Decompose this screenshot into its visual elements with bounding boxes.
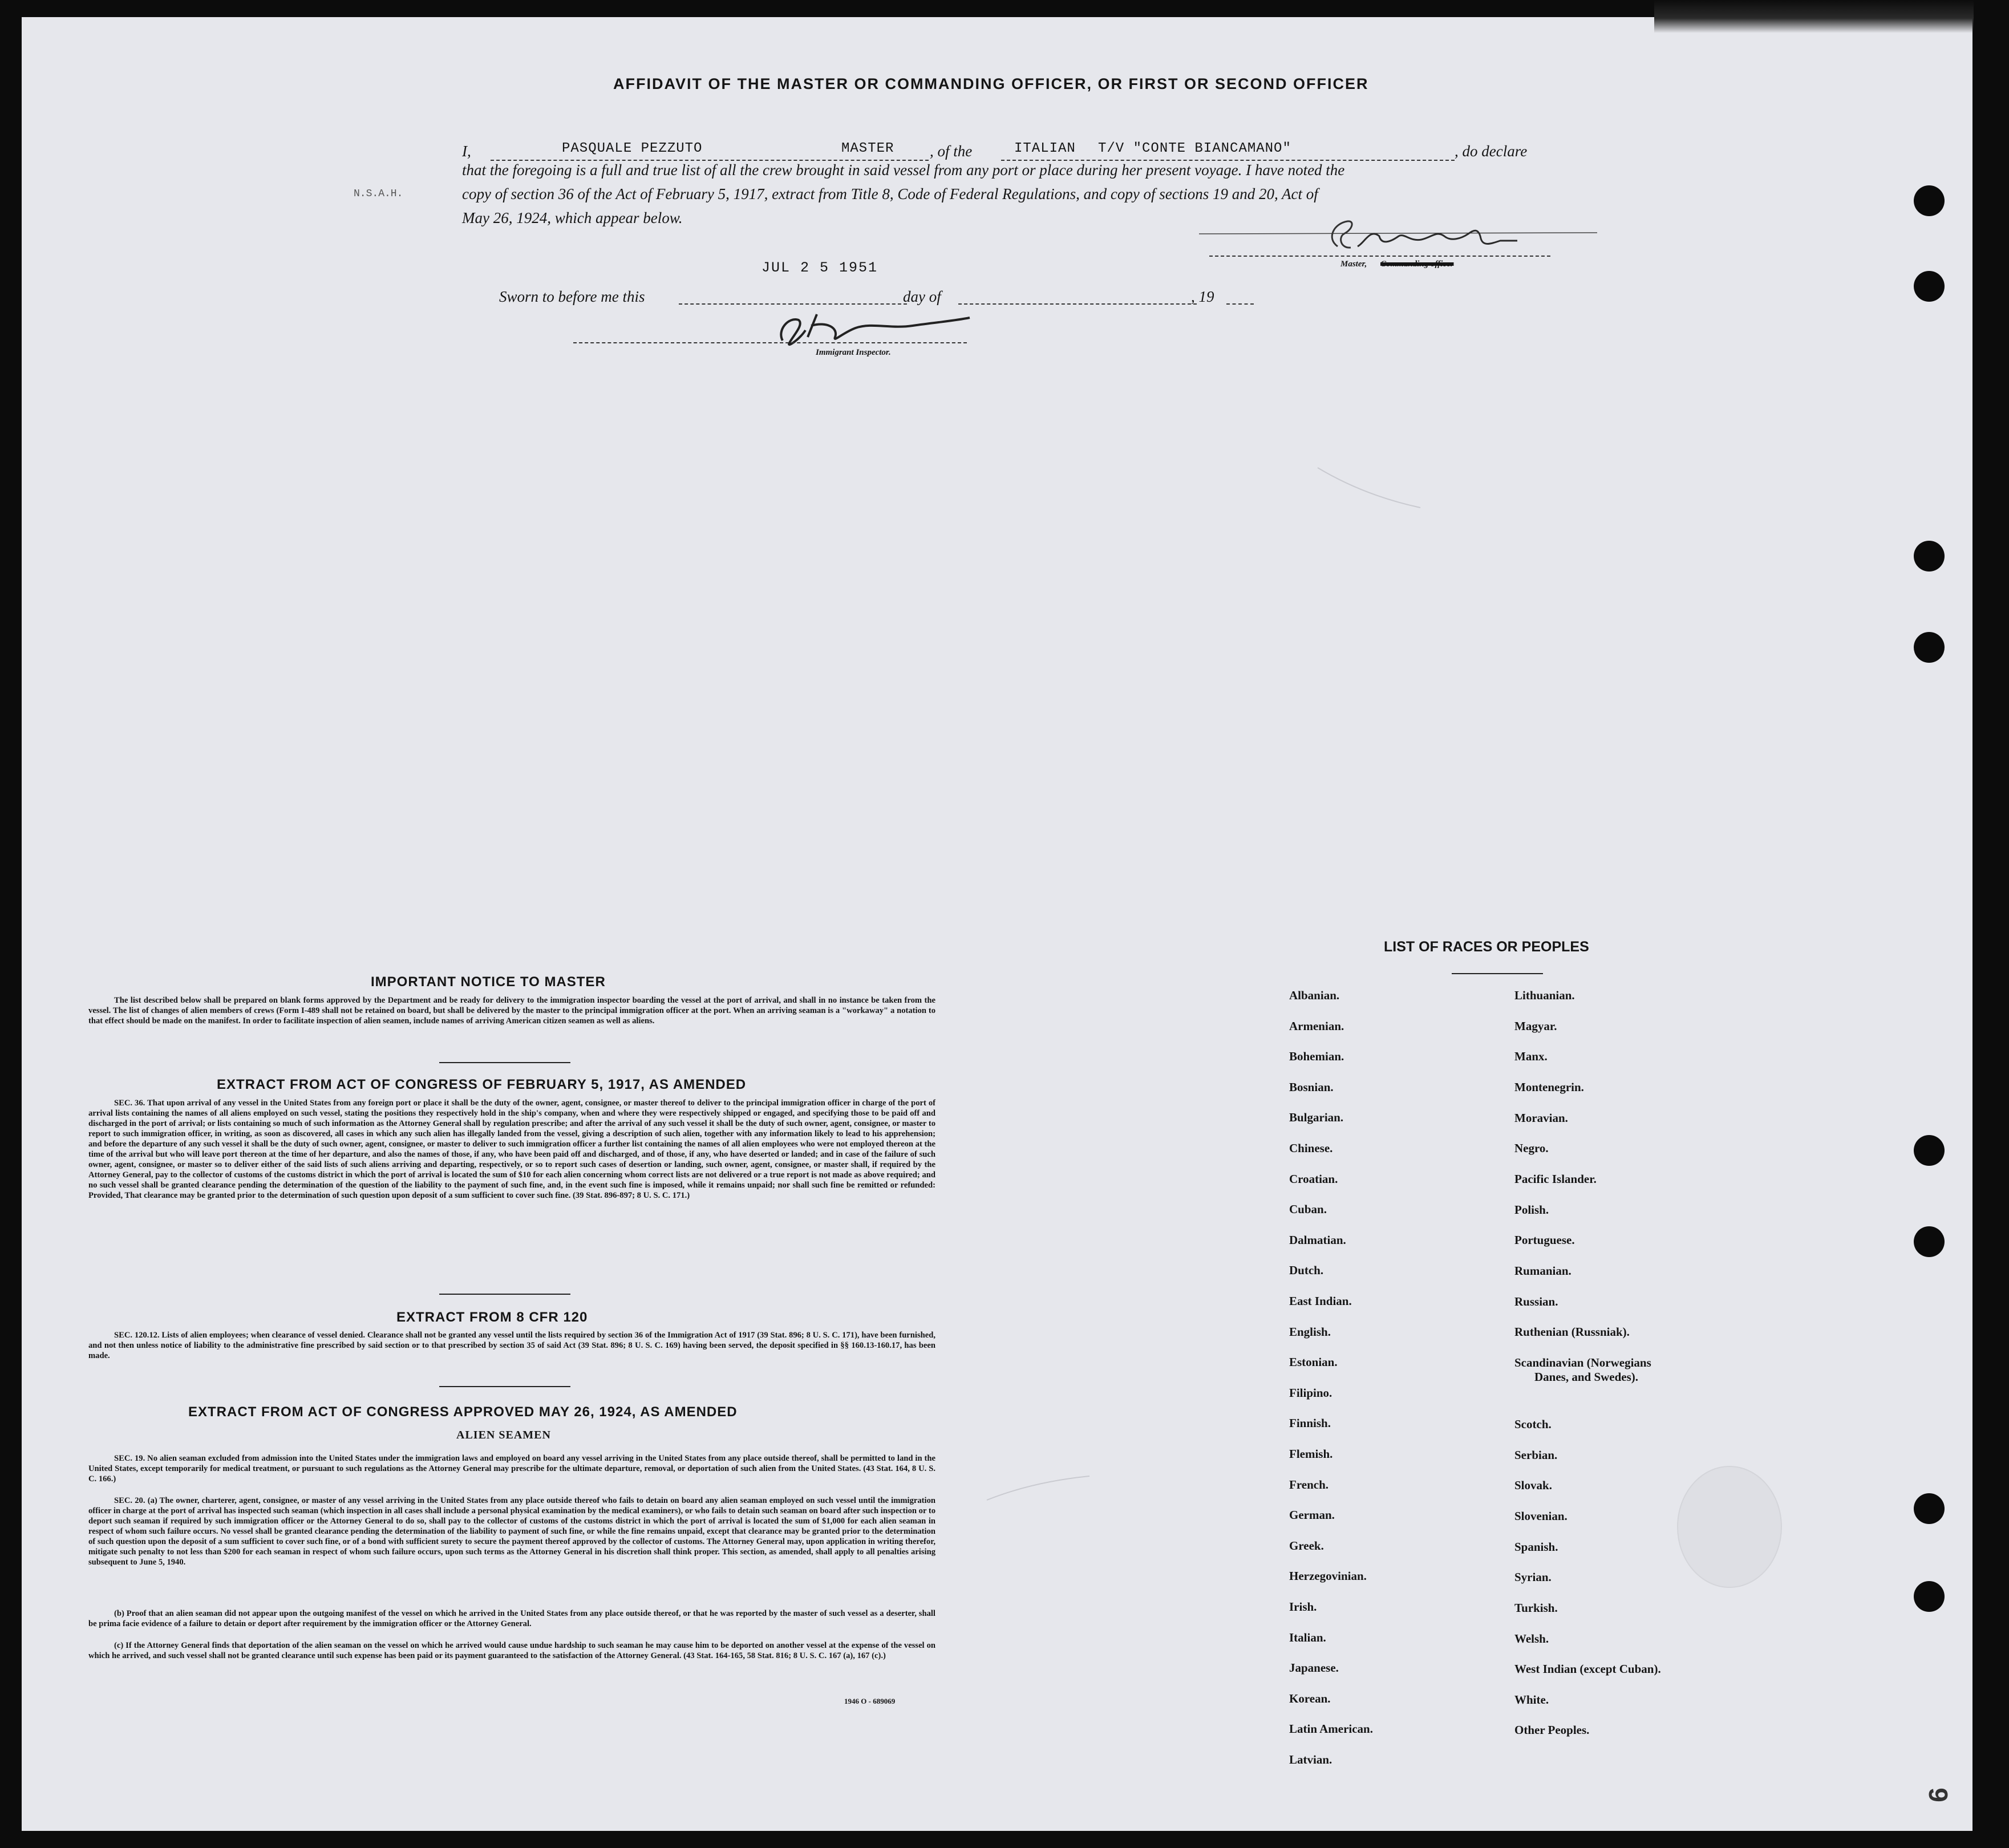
extract-1924-sec20b: (b) Proof that an alien seaman did not appear upon the outgoing manifest of the vessel on which he arrived in the United States from any place outside thereof, or that he was reported by the master of such vessel as a deserter, shall be prima facie evidence of a failure to detain or deport after requirement by the immigration officer or the Attorney General. bbox=[88, 1609, 935, 1628]
inspector-blank bbox=[573, 342, 967, 343]
affidavit-i-label: I, bbox=[462, 143, 471, 160]
sworn-month-blank bbox=[958, 303, 1197, 305]
race-item: Herzegovinian. bbox=[1289, 1569, 1367, 1583]
race-item: Cuban. bbox=[1289, 1202, 1327, 1217]
punch-hole bbox=[1914, 1581, 1945, 1612]
extract-1917-text: SEC. 36. That upon arrival of any vessel in the United States from any foreign port or place it shall be the duty of the owner, agent, consignee, or master thereof to deliver to the principal immigration officer in charge of the port of arrival lists containing the names of all aliens employed on such vessel, stating the positions they respectively hold in the ship's company, when and where they were respectively shipped or engaged, and specifying those to be paid off and discharged in the port of arrival; or lists containing so much of such information as the Attorney General shall by regulation prescribe; and after the arrival of any such vessel it shall be the duty of such owner, agent, consignee, or master to report to such immigration officer, in writing, as soon as discovered, all cases in which any such alien has illegally landed from the vessel, giving a description of such alien, together with any information likely to lead to his apprehension; and before the departure of any such vessel it shall be the duty of such owner, agent, consignee, or master to deliver to such immigration officer a further list containing the names of all alien employees who were not employed thereon at the time of the arrival but who will leave port thereon at the time of her departure, and also the names of those, if any, who have been paid off and discharged, and of those, if any, who have deserted or landed; and in case of the failure of such owner, agent, consignee, or master so to deliver either of the said lists of such aliens arriving and departing, respectively, or so to report such cases of desertion or landing, such owner, agent, consignee, or master shall, if required by the Attorney General, pay to the collector of customs of the customs district in which the port of arrival is located the sum of $10 for each alien concerning whom correct lists are not delivered or a true report is not made as above required; and no such vessel shall be granted clearance pending the determination of the question of the liability to the payment of such fine, and, in the event such fine is imposed, while it remains unpaid; nor shall such fine be remitted or refunded: Provided, That clearance may be granted prior to the determination of such question upon deposit of a sum sufficient to cover such fine. (39 Stat. 896-897; 8 U. S. C. 171.) bbox=[88, 1099, 935, 1200]
sworn-day-blank bbox=[679, 303, 907, 305]
race-item: Turkish. bbox=[1514, 1601, 1558, 1615]
race-item: Bohemian. bbox=[1289, 1049, 1344, 1064]
extract-cfr-text: SEC. 120.12. Lists of alien employees; when clearance of vessel denied. Clearance shall not be granted any vessel until the lists required by section 36 of the Immigration Act of 1917 (39 Stat. 896; 8 U. S. C. 171), have been furnished, and not then unless notice of liability to the administrative fine prescribed by said section or to that prescribed by section 35 of said Act (39 Stat. 896; 8 U. S. C. 169) having been served, the deposit specified in §§ 160.13-160.17, has been made. bbox=[88, 1331, 935, 1360]
affidavit-body-line-2: copy of section 36 of the Act of February 5, 1917, extract from Title 8, Code of Federal Regulations, and copy of sections 19 and 20, Act of bbox=[462, 185, 1318, 202]
vessel-nationality: ITALIAN bbox=[1014, 141, 1076, 156]
race-item: French. bbox=[1289, 1477, 1329, 1492]
page-number: 9 bbox=[1923, 1788, 1953, 1802]
affidavit-title: AFFIDAVIT OF THE MASTER OR COMMANDING OFFICER, OR FIRST OR SECOND OFFICER bbox=[613, 75, 1369, 92]
extract-1924-sec19: SEC. 19. No alien seaman excluded from admission into the United States under the immigration laws and employed on board any vessel arriving in the United States from any place outside thereof, shall be permitted to land in the United States, except temporarily for medical treatment, or pursuant to such regulations as the Attorney General may prescribe for the ultimate departure, removal, or deportation of such alien from the United States. (43 Stat. 164, 8 U. S. C. 166.) bbox=[88, 1454, 935, 1484]
race-item: Negro. bbox=[1514, 1141, 1549, 1155]
races-divider bbox=[1452, 973, 1543, 974]
inspector-signature bbox=[776, 305, 981, 351]
race-item: Spanish. bbox=[1514, 1540, 1558, 1554]
race-item: East Indian. bbox=[1289, 1294, 1352, 1308]
paper-mark bbox=[1312, 456, 1426, 513]
race-item: Italian. bbox=[1289, 1630, 1326, 1644]
race-item: Slovak. bbox=[1514, 1478, 1552, 1492]
master-rank: MASTER bbox=[841, 141, 894, 156]
race-item: Magyar. bbox=[1514, 1019, 1557, 1033]
paper-mark bbox=[981, 1472, 1095, 1506]
section-divider bbox=[439, 1294, 570, 1295]
race-item: Russian. bbox=[1514, 1295, 1558, 1308]
race-item: German. bbox=[1289, 1508, 1335, 1522]
races-title: LIST OF RACES OR PEOPLES bbox=[1384, 939, 1589, 955]
race-item: English. bbox=[1289, 1324, 1331, 1339]
year-blank bbox=[1226, 303, 1254, 305]
race-item: Rumanian. bbox=[1514, 1264, 1571, 1278]
race-item: Greek. bbox=[1289, 1538, 1324, 1553]
race-item: Flemish. bbox=[1289, 1447, 1333, 1461]
signature-caption: Master, bbox=[1340, 260, 1367, 269]
race-item: Finnish. bbox=[1289, 1416, 1331, 1430]
faded-seal bbox=[1677, 1466, 1782, 1588]
signature-caption-struck: Commanding officer bbox=[1380, 260, 1454, 269]
name-blank bbox=[491, 160, 929, 161]
race-item: Bulgarian. bbox=[1289, 1111, 1344, 1125]
affidavit-body-line-1: that the foregoing is a full and true list of all the crew brought in said vessel from any port or place during her present voyage. I have noted the bbox=[462, 161, 1345, 179]
race-item: Chinese. bbox=[1289, 1141, 1333, 1155]
race-item: Scandinavian (Norwegians bbox=[1514, 1356, 1651, 1369]
section-divider bbox=[439, 1062, 570, 1063]
race-item: Other Peoples. bbox=[1514, 1723, 1590, 1737]
race-item: Dutch. bbox=[1289, 1263, 1324, 1278]
race-item: Polish. bbox=[1514, 1203, 1549, 1217]
vessel-blank bbox=[1001, 160, 1455, 161]
race-item: Estonian. bbox=[1289, 1355, 1338, 1369]
master-name: PASQUALE PEZZUTO bbox=[562, 141, 703, 156]
race-item: Irish. bbox=[1289, 1600, 1317, 1614]
race-item: Armenian. bbox=[1289, 1019, 1344, 1033]
race-item: Korean. bbox=[1289, 1691, 1331, 1705]
race-item: Ruthenian (Russniak). bbox=[1514, 1325, 1630, 1339]
extract-cfr-title: EXTRACT FROM 8 CFR 120 bbox=[396, 1310, 588, 1325]
inspector-caption: Immigrant Inspector. bbox=[816, 348, 891, 357]
race-item: Bosnian. bbox=[1289, 1080, 1334, 1094]
day-of-label: day of bbox=[903, 288, 941, 305]
signature-blank bbox=[1209, 256, 1550, 257]
race-item: Welsh. bbox=[1514, 1632, 1549, 1646]
race-item: Slovenian. bbox=[1514, 1509, 1567, 1523]
extract-1924-sec20a: SEC. 20. (a) The owner, charterer, agent, consignee, or master of any vessel arriving in the United States from any place outside thereof who fails to detain on board any alien seaman employed on such vessel until the immigration officer in charge at the port of arrival has inspected such seaman (which inspection in all cases shall include a personal physical examination by the medical examiners), or who fails to detain such seaman on board after such inspection or to deport such seaman if required by such immigration officer or the Attorney General to do so, shall pay to the collector of customs of the customs district in which the port of arrival is located the sum of $1,000 for each alien seaman in respect of whom such failure occurs. No vessel shall be granted clearance pending the determination of the liability to payment of such fine, or while the fine remains unpaid, except that clearance may be granted prior to the determination of such question upon the deposit of a sum sufficient to cover such fine, or of a bond with sufficient surety to secure the payment thereof approved by the collector of customs. The Attorney General may, upon application in writing therefor, mitigate such penalty to not less than $200 for each seaman in respect of whom such failure occurs, upon such terms as the Attorney General in his discretion shall think proper. This section, as amended, shall apply to all penalties arising subsequent to June 5, 1940. bbox=[88, 1496, 935, 1567]
punch-hole bbox=[1914, 541, 1945, 572]
do-declare-label: , do declare bbox=[1455, 143, 1528, 160]
race-item: Latvian. bbox=[1289, 1753, 1332, 1766]
year-label: , 19 bbox=[1191, 288, 1214, 305]
race-item: Danes, and Swedes). bbox=[1534, 1370, 1639, 1384]
extract-1924-subtitle: ALIEN SEAMEN bbox=[456, 1429, 551, 1441]
race-item: Latin American. bbox=[1289, 1722, 1373, 1736]
race-item: Dalmatian. bbox=[1289, 1233, 1346, 1247]
race-item: Albanian. bbox=[1289, 988, 1340, 1002]
notice-text: The list described below shall be prepared on blank forms approved by the Department and be ready for delivery to the immigration inspector boarding the vessel at the port of arrival, and shall in no instance be taken from the vessel. The list of changes of alien members of crews (Form I-489 shall not be retained on board, but shall be delivered by the master to the principal immigration officer at the port. When an arriving seaman is a "workaway" a notation to that effect should be made on the manifest. In order to facilitate inspection of alien seamen, include names of arriving American citizen seamen as well as aliens. bbox=[88, 996, 935, 1026]
vessel-name: T/V "CONTE BIANCAMANO" bbox=[1098, 141, 1291, 156]
race-item: Montenegrin. bbox=[1514, 1080, 1584, 1094]
sworn-label: Sworn to before me this bbox=[499, 288, 645, 305]
punch-hole bbox=[1914, 632, 1945, 663]
punch-hole bbox=[1914, 185, 1945, 216]
race-item: Scotch. bbox=[1514, 1417, 1552, 1431]
section-divider bbox=[439, 1386, 570, 1387]
punch-hole bbox=[1914, 271, 1945, 302]
race-item: Manx. bbox=[1514, 1049, 1548, 1063]
affidavit-body-line-3: May 26, 1924, which appear below. bbox=[462, 209, 683, 226]
race-item: Moravian. bbox=[1514, 1111, 1568, 1125]
torn-edge bbox=[1654, 0, 1974, 33]
race-item: Syrian. bbox=[1514, 1570, 1552, 1584]
extract-1917-title: EXTRACT FROM ACT OF CONGRESS OF FEBRUARY 5, 1917, AS AMENDED bbox=[217, 1077, 747, 1092]
race-item: Japanese. bbox=[1289, 1661, 1339, 1675]
print-code: 1946 O - 689069 bbox=[844, 1697, 896, 1705]
of-the-label: , of the bbox=[930, 143, 973, 160]
race-item: Pacific Islander. bbox=[1514, 1172, 1597, 1186]
race-item: Croatian. bbox=[1289, 1172, 1338, 1186]
race-item: Portuguese. bbox=[1514, 1233, 1575, 1247]
extract-1924-sec20c: (c) If the Attorney General finds that deportation of the alien seaman on the vessel on which he arrived would cause undue hardship to such seaman he may cause him to be deported on another vessel at the expense of the vessel on which he arrived, and such vessel shall not be granted clearance until such expense has been paid or its payment guaranteed to the satisfaction of the Attorney General. (43 Stat. 164-165, 58 Stat. 816; 8 U. S. C. 167 (a), 167 (c).) bbox=[88, 1641, 935, 1660]
punch-hole bbox=[1914, 1226, 1945, 1257]
race-item: Lithuanian. bbox=[1514, 988, 1575, 1002]
date-stamp: JUL 2 5 1951 bbox=[762, 260, 878, 276]
race-item: West Indian (except Cuban). bbox=[1514, 1662, 1661, 1676]
punch-hole bbox=[1914, 1493, 1945, 1524]
master-signature bbox=[1198, 211, 1609, 265]
race-item: Serbian. bbox=[1514, 1448, 1558, 1462]
margin-marks: N.S.A.H. bbox=[354, 188, 403, 200]
race-item: White. bbox=[1514, 1693, 1549, 1707]
race-item: Filipino. bbox=[1289, 1385, 1332, 1400]
punch-hole bbox=[1914, 1135, 1945, 1166]
notice-title: IMPORTANT NOTICE TO MASTER bbox=[371, 974, 606, 990]
extract-1924-title: EXTRACT FROM ACT OF CONGRESS APPROVED MAY 26, 1924, AS AMENDED bbox=[188, 1404, 738, 1420]
